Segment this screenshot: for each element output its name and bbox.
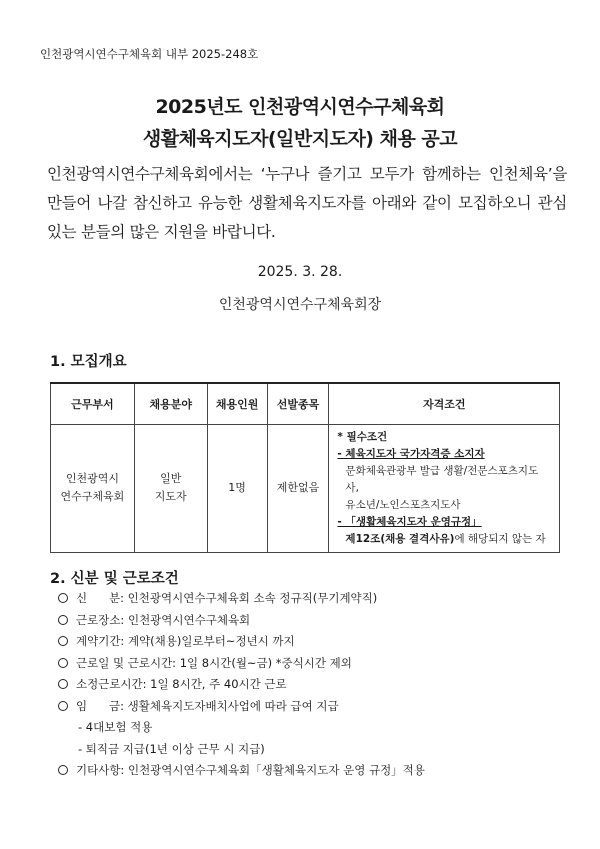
recruitment-table [50, 382, 560, 553]
section-heading-recruitment: 1. 모집개요 [50, 354, 127, 370]
qualification-cell [329, 424, 560, 552]
qual-item: - 체육지도자 국가자격증 소지자 [337, 447, 485, 460]
qual-item: - 「생활체육지도자 운영규정」 [337, 515, 482, 528]
sub-list-item: - 퇴직금 지급(1년 이상 근무 시 지급) [78, 741, 265, 756]
column-header: 근무부서 [51, 383, 135, 424]
circle-bullet-icon [58, 636, 68, 646]
dept-line: 인천광역시 [65, 472, 119, 485]
title-line-1: 2025년도 인천광역시연수구체육회 [155, 96, 445, 118]
list-item [58, 760, 425, 782]
intro-paragraph: 인천광역시연수구체육회에서는 ‘누구나 즐기고 모두가 함께하는 인천체육’을 만들어 나갈 참신하고 유능한 생활체육지도자를 아래와 같이 모집하오니 관심 있는 분들의 많은 지원을 바랍니다. [47, 165, 567, 241]
conditions-list [58, 588, 425, 782]
list-item [58, 674, 425, 696]
announcement-date: 2025. 3. 28. [257, 264, 343, 280]
condition-text: 기타사항: 인천광역시연수구체육회「생활체육지도자 운영 규정」적용 [76, 763, 425, 777]
field-line: 일반 [160, 472, 182, 485]
column-header: 자격조건 [329, 383, 560, 424]
issuer-name: 인천광역시연수구체육회장 [218, 297, 382, 313]
condition-text: 임 금: 생활체육지도자배치사업에 따라 급여 지급 [76, 698, 339, 713]
qual-detail: 문화체육관광부 발급 생활/전문스포츠지도사, [345, 464, 539, 494]
circle-bullet-icon [58, 593, 68, 603]
dept-cell [51, 424, 135, 552]
dept-line: 연수구체육회 [60, 490, 125, 503]
title-line-2: 생활체육지도자(일반지도자) 채용 공고 [142, 128, 458, 150]
condition-text: 신 분: 인천광역시연수구체육회 소속 정규직(무기계약직) [76, 591, 378, 605]
column-header: 선발종목 [267, 383, 329, 424]
circle-bullet-icon [58, 615, 68, 625]
count-cell: 1명 [207, 424, 267, 552]
qual-detail-bold: 제12조(채용 결격사유) [345, 532, 455, 545]
qual-detail-rest: 에 해당되지 않는 자 [454, 532, 546, 545]
field-cell [134, 424, 207, 552]
document-number: 인천광역시연수구체육회 내부 2025-248호 [40, 47, 259, 61]
table-header-row [51, 383, 560, 424]
condition-text: 소정근로시간: 1일 8시간, 주 40시간 근로 [76, 677, 287, 691]
condition-text: 계약기간: 계약(채용)일로부터~정년시 까지 [76, 634, 295, 648]
field-line: 지도자 [154, 490, 187, 503]
list-item [58, 631, 425, 653]
list-item [58, 588, 425, 610]
sport-cell: 제한없음 [267, 424, 329, 552]
list-item [58, 696, 425, 718]
circle-bullet-icon [58, 658, 68, 668]
column-header: 채용분야 [134, 383, 207, 424]
list-item [58, 653, 425, 675]
list-item [58, 610, 425, 632]
table-row [51, 424, 560, 552]
circle-bullet-icon [58, 701, 68, 711]
sub-list-item: - 4대보험 적용 [78, 720, 153, 734]
qual-header: * 필수조건 [337, 430, 388, 443]
circle-bullet-icon [58, 679, 68, 689]
column-header: 채용인원 [207, 383, 267, 424]
condition-text: 근로장소: 인천광역시연수구체육회 [76, 612, 251, 627]
condition-text: 근로일 및 근로시간: 1일 8시간(월~금) *중식시간 제외 [76, 655, 352, 670]
circle-bullet-icon [58, 765, 68, 775]
qual-detail: 유소년/노인스포츠지도사 [345, 498, 461, 511]
qual-detail [337, 531, 551, 548]
section-heading-conditions: 2. 신분 및 근로조건 [50, 571, 179, 587]
